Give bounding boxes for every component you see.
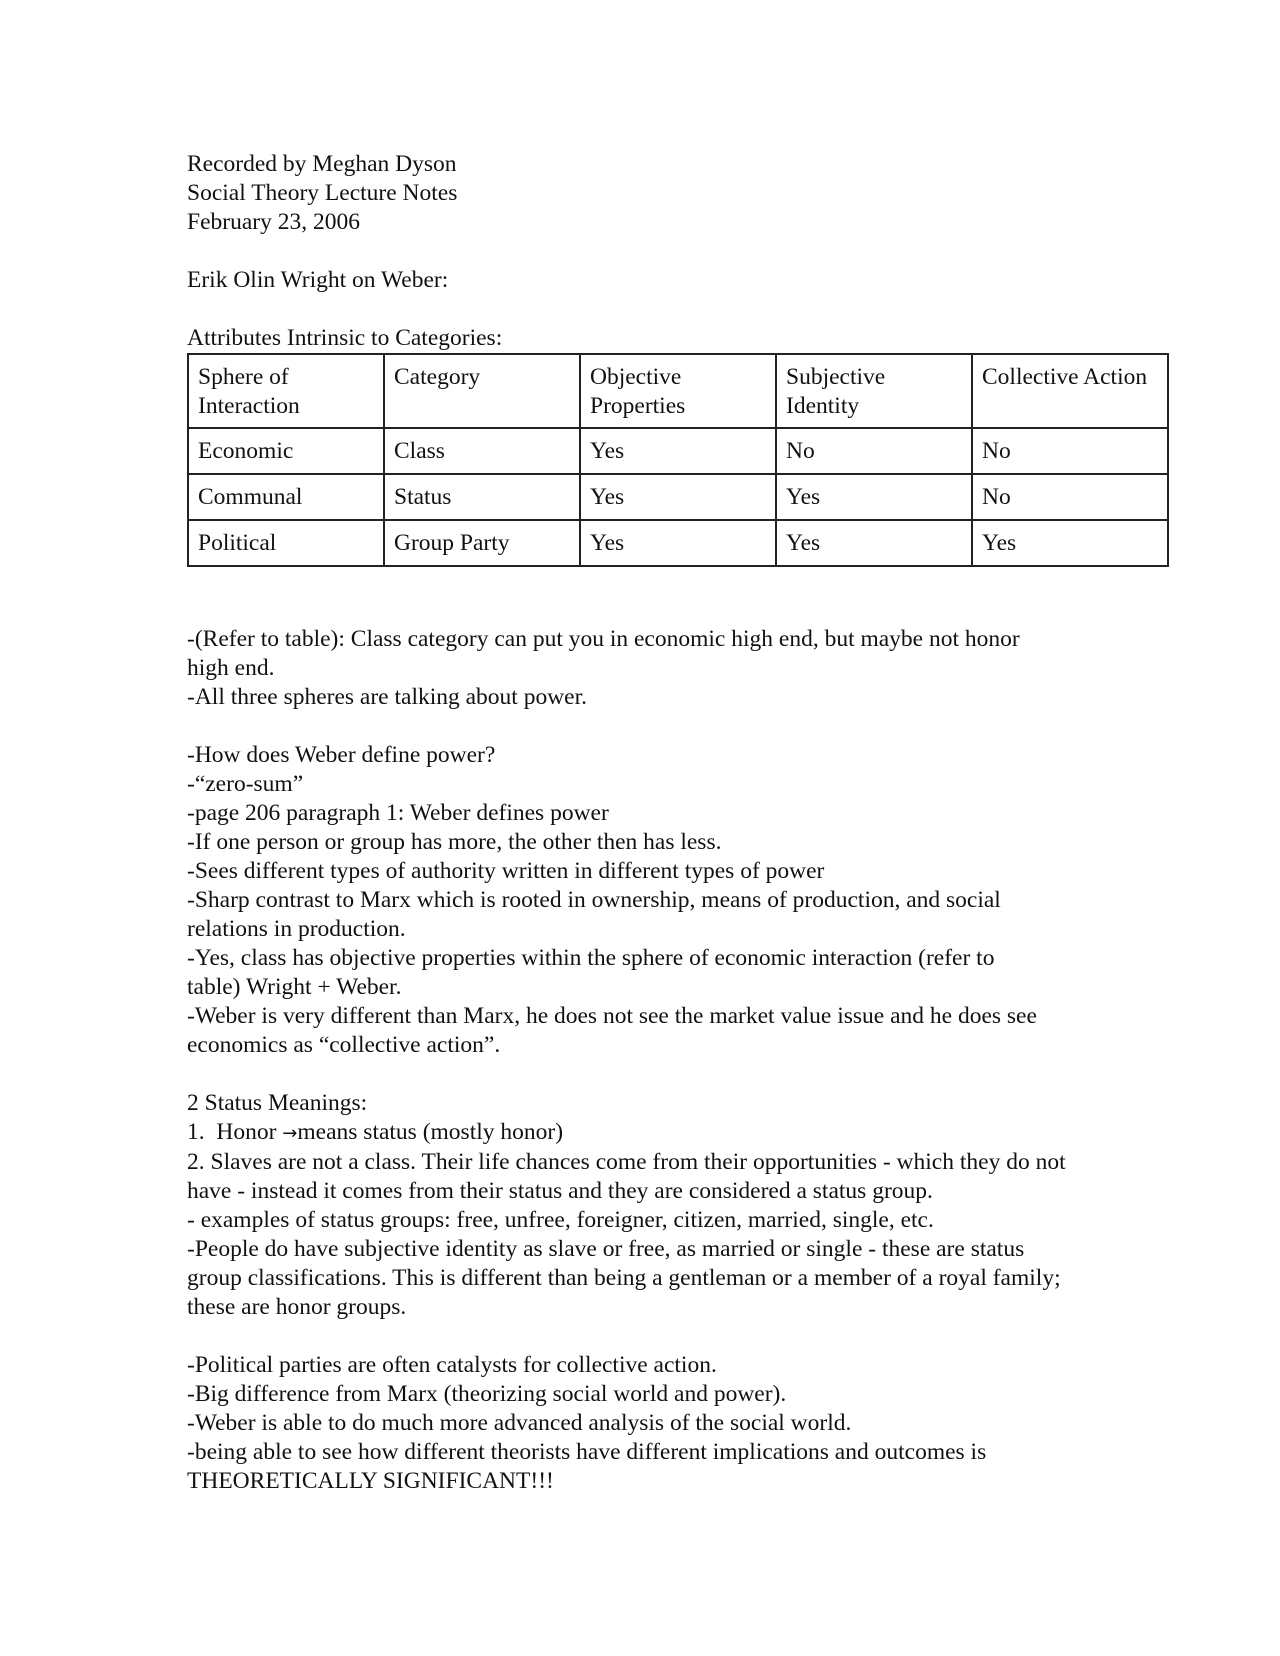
table-cell: Status bbox=[384, 474, 580, 520]
spacer bbox=[187, 295, 1187, 324]
table-cell: No bbox=[972, 474, 1168, 520]
note-line: -Sharp contrast to Marx which is rooted in ownership, means of production, and social relations in production. bbox=[187, 887, 1001, 942]
note-line: -Sees different types of authority written in different types of power bbox=[187, 858, 825, 884]
spacer bbox=[187, 1322, 1187, 1351]
note-line: -Yes, class has objective properties within the sphere of economic interaction (refer to table) Wright + Weber. bbox=[187, 945, 995, 1000]
header-subjective: Subjective Identity bbox=[776, 354, 972, 428]
note-line: -Political parties are often catalysts for collective action. bbox=[187, 1352, 717, 1378]
recorded-by: Recorded by Meghan Dyson bbox=[187, 151, 457, 177]
note-line: 2. Slaves are not a class. Their life chances come from their opportunities - which they do not have - instead it comes from their status and they are considered a status group. bbox=[187, 1149, 1066, 1204]
table-cell: No bbox=[776, 428, 972, 474]
table-header-row bbox=[188, 354, 1168, 428]
right-arrow-icon: → bbox=[282, 1123, 298, 1144]
table-row bbox=[188, 428, 1168, 474]
spacer bbox=[187, 712, 1187, 741]
table-cell: Economic bbox=[188, 428, 384, 474]
note-line: -How does Weber define power? bbox=[187, 742, 496, 768]
table-cell: Political bbox=[188, 520, 384, 566]
note-line: -page 206 paragraph 1: Weber defines power bbox=[187, 800, 609, 826]
table-cell: Yes bbox=[580, 474, 776, 520]
note-line: -“zero-sum” bbox=[187, 771, 304, 797]
attributes-table bbox=[187, 353, 1169, 567]
note-line: -Weber is able to do much more advanced analysis of the social world. bbox=[187, 1410, 852, 1436]
header-sphere: Sphere of Interaction bbox=[188, 354, 384, 428]
table-caption: Attributes Intrinsic to Categories: bbox=[187, 325, 503, 351]
note-line: -If one person or group has more, the other then has less. bbox=[187, 829, 722, 855]
table-row bbox=[188, 474, 1168, 520]
table-cell: Communal bbox=[188, 474, 384, 520]
course-title: Social Theory Lecture Notes bbox=[187, 180, 458, 206]
status-item-1-prefix: 1. Honor bbox=[187, 1119, 283, 1145]
header-category: Category bbox=[384, 354, 580, 428]
note-line: -Big difference from Marx (theorizing social world and power). bbox=[187, 1381, 787, 1407]
note-line: -All three spheres are talking about power. bbox=[187, 684, 588, 710]
status-title: 2 Status Meanings: bbox=[187, 1090, 368, 1116]
table-cell: Yes bbox=[580, 520, 776, 566]
note-line: -being able to see how different theorists have different implications and outcomes is THEORETICALLY SIGNIFICANT!!! bbox=[187, 1439, 987, 1494]
note-line: - examples of status groups: free, unfree, foreigner, citizen, married, single, etc. bbox=[187, 1207, 934, 1233]
table-cell: No bbox=[972, 428, 1168, 474]
header-collective: Collective Action bbox=[972, 354, 1168, 428]
note-line: -People do have subjective identity as slave or free, as married or single - these are status group classifications. This is different than being a gentleman or a member of a royal family; these are honor groups. bbox=[187, 1236, 1061, 1320]
table-cell: Yes bbox=[580, 428, 776, 474]
table-cell: Group Party bbox=[384, 520, 580, 566]
table-row bbox=[188, 520, 1168, 566]
note-line: -Weber is very different than Marx, he does not see the market value issue and he does see economics as “collective action”. bbox=[187, 1003, 1037, 1058]
status-item-1 bbox=[187, 1118, 1187, 1148]
table-cell: Class bbox=[384, 428, 580, 474]
section-title: Erik Olin Wright on Weber: bbox=[187, 267, 449, 293]
table-cell: Yes bbox=[776, 474, 972, 520]
spacer bbox=[187, 237, 1187, 266]
status-item-1-suffix: means status (mostly honor) bbox=[297, 1119, 564, 1145]
table-cell: Yes bbox=[972, 520, 1168, 566]
spacer bbox=[187, 1060, 1187, 1089]
document-page bbox=[187, 150, 1187, 1496]
table-cell: Yes bbox=[776, 520, 972, 566]
lecture-date: February 23, 2006 bbox=[187, 209, 360, 235]
header-objective: Objective Properties bbox=[580, 354, 776, 428]
note-line: -(Refer to table): Class category can put you in economic high end, but maybe not honor high end. bbox=[187, 626, 1020, 681]
